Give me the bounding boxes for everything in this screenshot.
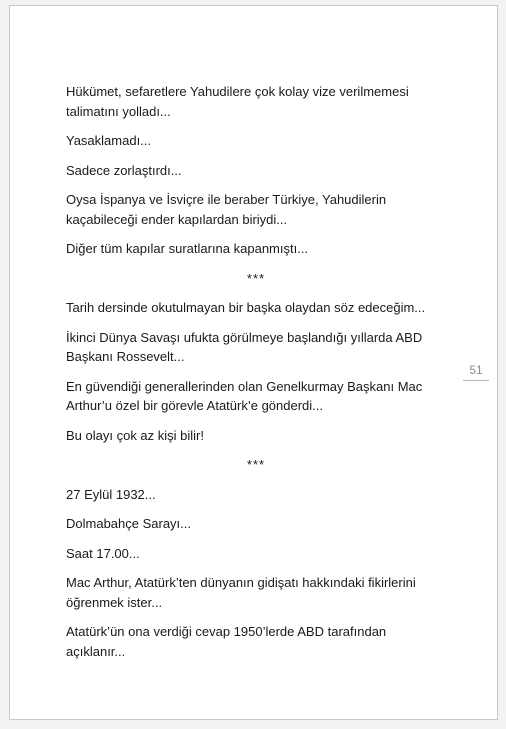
paragraph: Diğer tüm kapılar suratlarına kapanmıştı...: [66, 241, 309, 256]
paragraph: 27 Eylül 1932...: [66, 486, 156, 502]
document-page: [9, 5, 498, 720]
paragraph: Dolmabahçe Sarayı...: [66, 516, 192, 531]
paragraph: Mac Arthur, Atatürk’ten dünyanın gidişatı hakkındaki fikirlerini öğrenmek ister...: [66, 575, 416, 610]
paragraph: Tarih dersinde okutulmayan bir başka olaydan söz edeceğim...: [66, 300, 426, 315]
paragraph: Hükümet, sefaretlere Yahudilere çok kolay vize verilmemesi talimatını yolladı...: [66, 84, 409, 119]
section-separator: ***: [246, 457, 266, 472]
section-separator: ***: [246, 270, 266, 286]
paragraph: Atatürk’ün ona verdiği cevap 1950’lerde ABD tarafından açıklanır...: [66, 624, 387, 659]
paragraph: Yasaklamadı...: [66, 133, 152, 148]
paragraph: Saat 17.00...: [66, 545, 140, 561]
paragraph: Oysa İspanya ve İsviçre ile beraber Türkiye, Yahudilerin kaçabileceği ender kapılardan biriydi...: [66, 192, 387, 227]
paragraph: En güvendiği generallerinden olan Genelkurmay Başkanı Mac Arthur’u özel bir görevle Atatürk’e gönderdi...: [66, 378, 423, 413]
page-number: 51: [463, 362, 489, 381]
paragraph: Bu olayı çok az kişi bilir!: [66, 427, 204, 443]
page-text: [66, 82, 446, 671]
paragraph: Sadece zorlaştırdı...: [66, 162, 182, 178]
paragraph: İkinci Dünya Savaşı ufukta görülmeye başlandığı yıllarda ABD Başkanı Rossevelt...: [66, 329, 423, 364]
